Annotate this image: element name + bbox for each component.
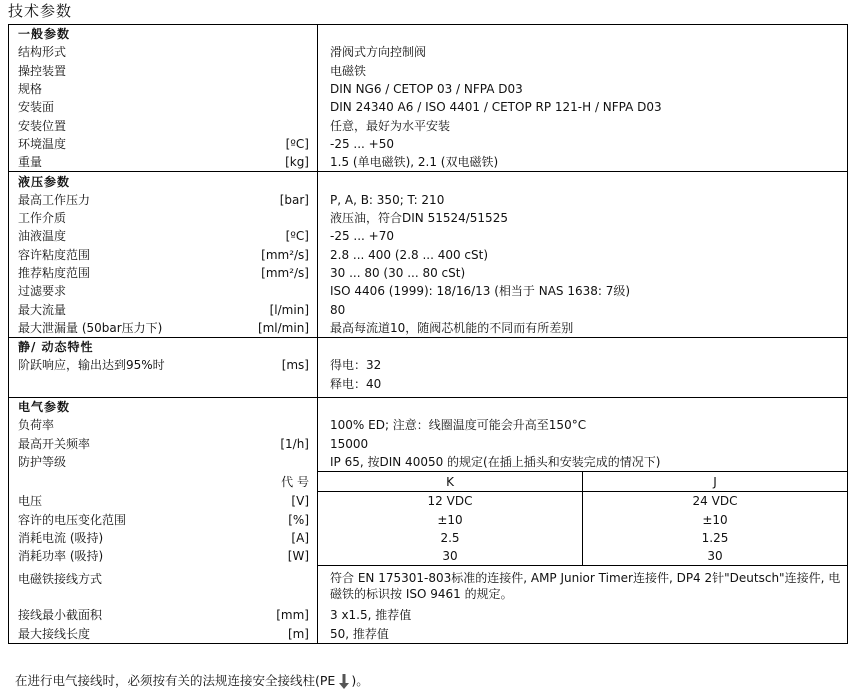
param-unit: [1/h] xyxy=(209,435,318,453)
table-row xyxy=(9,547,848,566)
value-k: 30 xyxy=(318,547,583,566)
param-label: 电磁铁接线方式 xyxy=(18,571,103,586)
param-unit xyxy=(209,62,318,80)
value-k: ±10 xyxy=(318,510,583,528)
param-value: 任意，最好为水平安装 xyxy=(330,118,451,133)
code-label: 代 号 xyxy=(209,472,318,492)
table-row xyxy=(9,510,848,528)
section-header-hydraulic xyxy=(9,172,848,191)
param-value: 液压油，符合DIN 51524/51525 xyxy=(330,211,508,226)
param-value: DIN 24340 A6 / ISO 4401 / CETOP RP 121-H / NFPA D03 xyxy=(330,100,662,115)
section-header-electrical xyxy=(9,397,848,416)
param-value: IP 65, 按DIN 40050 的规定(在插上插头和安装完成的情况下) xyxy=(330,454,661,469)
value-j: ±10 xyxy=(702,512,728,527)
param-unit xyxy=(209,98,318,116)
param-value: 得电：32 xyxy=(330,358,382,373)
ground-arrow-icon xyxy=(337,673,351,691)
param-value: -25 ... +70 xyxy=(330,229,394,244)
param-label: 结构形式 xyxy=(18,45,67,60)
table-row xyxy=(9,116,848,134)
footnote-end: )。 xyxy=(351,673,369,688)
code-k: K xyxy=(318,472,583,492)
value-j: 24 VDC xyxy=(583,492,848,511)
param-value: 15000 xyxy=(330,436,369,451)
param-value: 滑阀式方向控制阀 xyxy=(330,45,427,60)
param-label: 消耗电流 (吸持) xyxy=(18,530,104,545)
param-unit xyxy=(209,282,318,300)
table-row xyxy=(9,435,848,453)
section-header-dynamic xyxy=(9,338,848,357)
param-label: 负荷率 xyxy=(18,418,55,433)
param-label: 容许粘度范围 xyxy=(18,247,91,262)
table-row xyxy=(9,319,848,338)
param-label: 阶跃响应，输出达到95%时 xyxy=(18,358,165,373)
table-row xyxy=(9,80,848,98)
param-unit: [A] xyxy=(209,529,318,547)
table-row xyxy=(9,227,848,245)
param-value: ISO 4406 (1999): 18/16/13 (相当于 NAS 1638: 7级) xyxy=(330,284,631,299)
param-value: DIN NG6 / CETOP 03 / NFPA D03 xyxy=(330,82,523,97)
code-j: J xyxy=(583,472,848,492)
table-row xyxy=(9,416,848,434)
table-row xyxy=(9,62,848,80)
table-row xyxy=(9,566,848,607)
param-unit: [mm²/s] xyxy=(209,264,318,282)
section-title: 液压参数 xyxy=(9,172,209,191)
param-unit xyxy=(209,116,318,134)
param-unit xyxy=(209,416,318,434)
table-row xyxy=(9,246,848,264)
table-row xyxy=(9,300,848,318)
param-label: 最高工作压力 xyxy=(18,192,91,207)
param-value: 80 xyxy=(330,302,346,317)
footnote-text: 在进行电气接线时，必须按有关的法规连接安全接线柱(PE xyxy=(15,673,336,688)
param-label: 推荐粘度范围 xyxy=(18,266,91,280)
section-title: 电气参数 xyxy=(9,397,209,416)
param-value: 最高每流道10，随阀芯机能的不同而有所差别 xyxy=(330,320,574,335)
section-title: 静/ 动态特性 xyxy=(9,338,209,357)
param-unit: [V] xyxy=(209,492,318,511)
param-unit xyxy=(209,80,318,98)
param-label: 最大流量 xyxy=(18,302,67,317)
table-row xyxy=(9,606,848,624)
param-label: 规格 xyxy=(18,82,43,97)
table-row xyxy=(9,375,848,393)
param-unit: [ml/min] xyxy=(209,319,318,338)
param-value: 符合 EN 175301-803标准的连接件, AMP Junior Timer连接件, DP4 2针"Deutsch"连接件, 电磁铁的标识按 ISO 9461 的规定。 xyxy=(330,571,841,602)
table-row xyxy=(9,43,848,61)
param-label: 最大接线长度 xyxy=(18,626,91,641)
param-value: 50, 推荐值 xyxy=(330,626,389,641)
code-row xyxy=(9,472,848,492)
section-header-general xyxy=(9,25,848,44)
table-row xyxy=(9,98,848,116)
param-label: 容许的电压变化范围 xyxy=(18,512,127,527)
page-title: 技术参数 xyxy=(8,2,73,20)
param-label: 防护等级 xyxy=(18,455,67,470)
param-label: 最大泄漏量 (50bar压力下) xyxy=(18,320,163,335)
param-unit: [l/min] xyxy=(209,300,318,318)
value-k: 12 VDC xyxy=(318,492,583,511)
param-value: 100% ED; 注意：线圈温度可能会升高至150°C xyxy=(330,418,587,433)
param-label: 接线最小截面积 xyxy=(18,608,103,623)
param-unit xyxy=(209,209,318,227)
param-value: 电磁铁 xyxy=(330,63,367,78)
param-unit xyxy=(209,453,318,472)
param-value: 3 x1.5, 推荐值 xyxy=(330,608,412,623)
param-unit: [bar] xyxy=(209,191,318,209)
param-label: 电压 xyxy=(18,494,43,509)
table-row xyxy=(9,191,848,209)
param-label: 重量 xyxy=(18,155,43,170)
param-value: 30 ... 80 (30 ... 80 cSt) xyxy=(330,266,466,280)
param-value: 释电：40 xyxy=(330,376,382,391)
footnote xyxy=(15,671,369,691)
value-k: 2.5 xyxy=(318,529,583,547)
param-unit: [mm²/s] xyxy=(209,246,318,264)
value-j: 30 xyxy=(583,547,848,566)
param-value: -25 ... +50 xyxy=(330,136,394,151)
param-label: 消耗功率 (吸持) xyxy=(18,549,104,564)
param-unit: [kg] xyxy=(209,153,318,172)
table-row xyxy=(9,153,848,172)
table-row xyxy=(9,209,848,227)
param-label: 环境温度 xyxy=(18,136,67,151)
param-unit: [m] xyxy=(209,625,318,644)
table-row xyxy=(9,135,848,153)
param-label: 油液温度 xyxy=(18,229,67,244)
table-row xyxy=(9,356,848,374)
param-label: 安装面 xyxy=(18,100,55,115)
section-title: 一般参数 xyxy=(18,27,71,42)
param-label: 安装位置 xyxy=(18,118,67,133)
table-row xyxy=(9,625,848,644)
param-unit: [ms] xyxy=(209,356,318,374)
param-label: 工作介质 xyxy=(18,211,67,226)
table-row xyxy=(9,492,848,511)
value-j: 1.25 xyxy=(701,530,729,545)
spec-table xyxy=(8,24,848,644)
param-label: 最高开关频率 xyxy=(18,436,91,451)
table-row xyxy=(9,529,848,547)
param-value: P, A, B: 350; T: 210 xyxy=(330,192,445,207)
param-value: 2.8 ... 400 (2.8 ... 400 cSt) xyxy=(330,247,489,262)
table-row xyxy=(9,264,848,282)
table-row xyxy=(9,453,848,472)
param-unit: [%] xyxy=(209,510,318,528)
param-label: 操控装置 xyxy=(18,63,67,78)
param-label: 过滤要求 xyxy=(18,284,67,299)
param-value: 1.5 (单电磁铁), 2.1 (双电磁铁) xyxy=(330,155,499,170)
param-unit: [mm] xyxy=(209,606,318,624)
param-unit: [ºC] xyxy=(209,227,318,245)
table-row xyxy=(9,282,848,300)
param-unit: [ºC] xyxy=(209,135,318,153)
param-unit: [W] xyxy=(209,547,318,566)
param-unit xyxy=(209,43,318,61)
